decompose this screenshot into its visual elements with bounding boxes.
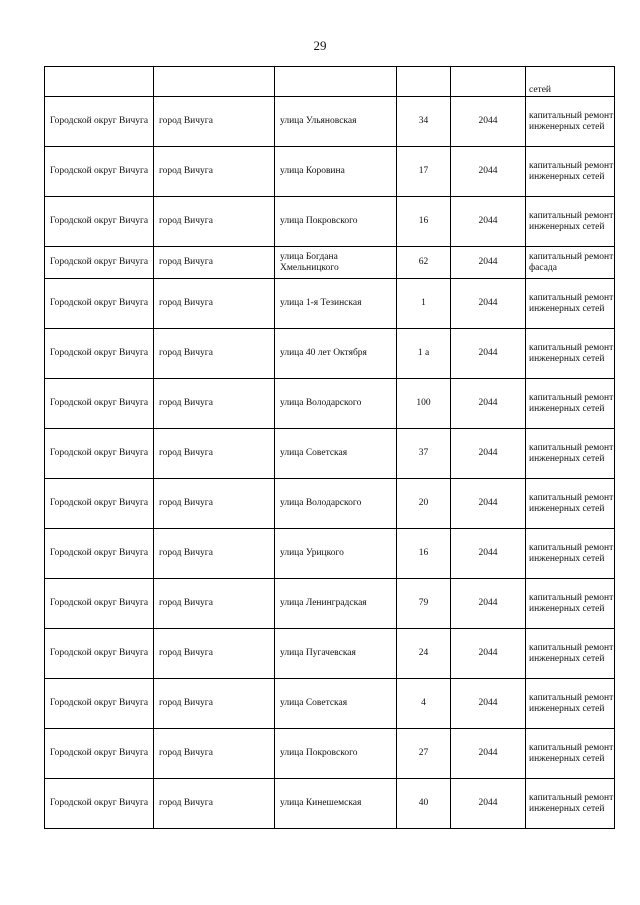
- cell-street: улица 1-я Тезинская: [275, 279, 397, 329]
- cell-street: улица Володарского: [275, 479, 397, 529]
- page-number: 29: [313, 38, 327, 53]
- cell-street: улица Советская: [275, 679, 397, 729]
- cell-city: город Вичуга: [154, 579, 275, 629]
- cell-house: 4: [397, 679, 451, 729]
- cell-city: город Вичуга: [154, 379, 275, 429]
- cell-house: 17: [397, 147, 451, 197]
- cell-repair-kind: капитальный ремонт инженерных сетей: [526, 729, 615, 779]
- cell-year: 2044: [451, 779, 526, 829]
- cell-city: город Вичуга: [154, 629, 275, 679]
- cell-year: 2044: [451, 97, 526, 147]
- cell-city: город Вичуга: [154, 679, 275, 729]
- table-row: [45, 629, 615, 679]
- cell-year: 2044: [451, 579, 526, 629]
- cell-repair-kind: капитальный ремонт инженерных сетей: [526, 779, 615, 829]
- cell-street: улица 40 лет Октября: [275, 329, 397, 379]
- cell-district: Городской округ Вичуга: [45, 779, 154, 829]
- cell-repair-kind: капитальный ремонт инженерных сетей: [526, 429, 615, 479]
- cell-repair-kind: капитальный ремонт инженерных сетей: [526, 579, 615, 629]
- cell-repair-kind: капитальный ремонт инженерных сетей: [526, 679, 615, 729]
- cell-district: Городской округ Вичуга: [45, 329, 154, 379]
- cell-year: 2044: [451, 329, 526, 379]
- table-row: [45, 197, 615, 247]
- cell-repair-kind: капитальный ремонт инженерных сетей: [526, 379, 615, 429]
- cell-city: город Вичуга: [154, 479, 275, 529]
- cell-district: Городской округ Вичуга: [45, 379, 154, 429]
- cell-street: улица Богдана Хмельницкого: [275, 247, 397, 279]
- cell-district: Городской округ Вичуга: [45, 97, 154, 147]
- table-row: [45, 429, 615, 479]
- cell-repair-kind: капитальный ремонт фасада: [526, 247, 615, 279]
- cell-house: 62: [397, 247, 451, 279]
- cell-repair-kind: капитальный ремонт инженерных сетей: [526, 479, 615, 529]
- cell-house: 16: [397, 529, 451, 579]
- cell-repair-kind: капитальный ремонт инженерных сетей: [526, 197, 615, 247]
- cell-district: Городской округ Вичуга: [45, 579, 154, 629]
- cell-year: 2044: [451, 629, 526, 679]
- cell-city: город Вичуга: [154, 429, 275, 479]
- table-row: [45, 679, 615, 729]
- cell-house: 79: [397, 579, 451, 629]
- cell-district: Городской округ Вичуга: [45, 479, 154, 529]
- cell-city: город Вичуга: [154, 247, 275, 279]
- cell-repair-kind: капитальный ремонт инженерных сетей: [526, 147, 615, 197]
- cell-repair-kind: капитальный ремонт инженерных сетей: [526, 97, 615, 147]
- cell-repair-kind: капитальный ремонт инженерных сетей: [526, 529, 615, 579]
- cell-city: город Вичуга: [154, 729, 275, 779]
- cell-year: 2044: [451, 279, 526, 329]
- cell-street: улица Ульяновская: [275, 97, 397, 147]
- table-row: [45, 579, 615, 629]
- cell-district: Городской округ Вичуга: [45, 247, 154, 279]
- cell-district: Городской округ Вичуга: [45, 197, 154, 247]
- cell-year: 2044: [451, 729, 526, 779]
- cell-house: 37: [397, 429, 451, 479]
- table-row: [45, 379, 615, 429]
- cell-city: город Вичуга: [154, 329, 275, 379]
- table-row: [45, 329, 615, 379]
- cell-house: 1: [397, 279, 451, 329]
- cell-house: 27: [397, 729, 451, 779]
- table-row-continued: [45, 67, 615, 97]
- cell-street: улица Покровского: [275, 729, 397, 779]
- cell-district: Городской округ Вичуга: [45, 279, 154, 329]
- table-row: [45, 147, 615, 197]
- table-row: [45, 529, 615, 579]
- cell-year: 2044: [451, 479, 526, 529]
- cell-house: 34: [397, 97, 451, 147]
- cell-year: 2044: [451, 147, 526, 197]
- cell-year: 2044: [451, 679, 526, 729]
- cell-house: 1 а: [397, 329, 451, 379]
- table-row: [45, 97, 615, 147]
- table-row: [45, 279, 615, 329]
- cell-street: улица Коровина: [275, 147, 397, 197]
- cell-district: Городской округ Вичуга: [45, 147, 154, 197]
- table-row: [45, 729, 615, 779]
- cell-district: Городской округ Вичуга: [45, 529, 154, 579]
- repair-schedule-table: [44, 66, 615, 829]
- table-row: [45, 779, 615, 829]
- cell-house: 40: [397, 779, 451, 829]
- cell-house: 20: [397, 479, 451, 529]
- cell-year: 2044: [451, 379, 526, 429]
- cell-street: улица Ленинградская: [275, 579, 397, 629]
- cell-house: [397, 67, 451, 97]
- cell-street: улица Пугачевская: [275, 629, 397, 679]
- table-row: [45, 247, 615, 279]
- cell-house: 24: [397, 629, 451, 679]
- cell-city: город Вичуга: [154, 529, 275, 579]
- cell-district: Городской округ Вичуга: [45, 429, 154, 479]
- cell-year: 2044: [451, 197, 526, 247]
- cell-district: Городской округ Вичуга: [45, 629, 154, 679]
- cell-district: [45, 67, 154, 97]
- cell-street: улица Советская: [275, 429, 397, 479]
- cell-city: город Вичуга: [154, 147, 275, 197]
- cell-house: 16: [397, 197, 451, 247]
- cell-year: [451, 67, 526, 97]
- cell-street: [275, 67, 397, 97]
- table-body: [45, 67, 615, 829]
- cell-city: город Вичуга: [154, 97, 275, 147]
- cell-street: улица Кинешемская: [275, 779, 397, 829]
- cell-repair-kind: капитальный ремонт инженерных сетей: [526, 629, 615, 679]
- table-row: [45, 479, 615, 529]
- cell-city: город Вичуга: [154, 279, 275, 329]
- cell-year: 2044: [451, 247, 526, 279]
- cell-city: город Вичуга: [154, 197, 275, 247]
- cell-house: 100: [397, 379, 451, 429]
- cell-street: улица Урицкого: [275, 529, 397, 579]
- cell-city: [154, 67, 275, 97]
- cell-repair-kind: сетей: [526, 67, 615, 97]
- cell-repair-kind: капитальный ремонт инженерных сетей: [526, 279, 615, 329]
- cell-city: город Вичуга: [154, 779, 275, 829]
- cell-district: Городской округ Вичуга: [45, 729, 154, 779]
- cell-repair-kind: капитальный ремонт инженерных сетей: [526, 329, 615, 379]
- cell-district: Городской округ Вичуга: [45, 679, 154, 729]
- cell-street: улица Покровского: [275, 197, 397, 247]
- cell-year: 2044: [451, 529, 526, 579]
- cell-street: улица Володарского: [275, 379, 397, 429]
- cell-year: 2044: [451, 429, 526, 479]
